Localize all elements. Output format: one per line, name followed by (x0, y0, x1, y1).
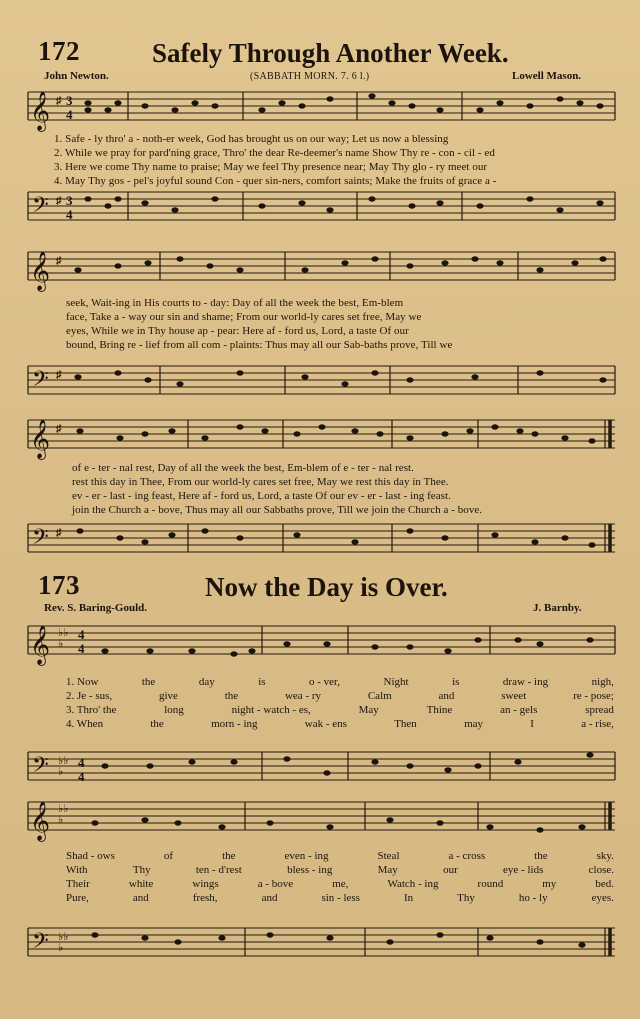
syllable: our (443, 864, 458, 876)
syllable: the (141, 676, 156, 688)
hymn-173-system-2-verse-2 (66, 864, 614, 877)
syllable: bed. (595, 878, 614, 890)
svg-text:♯: ♯ (56, 255, 62, 267)
syllable: an - gels (500, 704, 538, 716)
syllable: the (150, 718, 164, 730)
hymn-173-system-2-treble-staff (0, 792, 640, 848)
syllable: and (438, 690, 455, 702)
svg-text:♭♭: ♭♭ (58, 803, 69, 815)
svg-text:𝄢: 𝄢 (32, 525, 49, 555)
syllable: Pure, (66, 892, 89, 904)
syllable: wings (192, 878, 219, 890)
svg-text:♭♭: ♭♭ (58, 931, 69, 943)
hymn-173-system-2-verse-1 (66, 850, 614, 863)
syllable: Steal (377, 850, 400, 862)
svg-text:♭: ♭ (58, 766, 64, 778)
syllable: sin - less (321, 892, 360, 904)
hymn-172-system-1-treble-staff (0, 86, 640, 138)
syllable: my (542, 878, 557, 890)
syllable: may (464, 718, 484, 730)
svg-text:♯: ♯ (56, 527, 62, 539)
syllable: fresh, (192, 892, 218, 904)
syllable: re - pose; (573, 690, 614, 702)
hymn-172-system-2-verse-4: bound, Bring re - lief from all com - plaints: Thus may all our Sab-baths prove, Till we (66, 339, 453, 351)
syllable: is (258, 676, 266, 688)
syllable: draw - ing (502, 676, 549, 688)
syllable: I (530, 718, 534, 730)
syllable: Thy (132, 864, 151, 876)
svg-text:♯: ♯ (56, 195, 62, 207)
hymn-172-author: John Newton. (44, 70, 109, 82)
syllable: ten - d'rest (195, 864, 242, 876)
svg-text:4: 4 (78, 641, 85, 656)
syllable: Thy (457, 892, 475, 904)
syllable: May (377, 864, 398, 876)
syllable: a - rise, (581, 718, 614, 730)
hymn-173-system-2-bass-staff (0, 914, 640, 974)
hymn-title-173: Now the Day is Over. (205, 572, 448, 602)
syllable: the (224, 690, 239, 702)
hymn-172-system-2-verse-1: seek, Wait-ing in His courts to - day: Day of all the week the best, Em-blem (66, 297, 404, 309)
hymn-173-system-1-bass-staff (0, 742, 640, 794)
syllable: Night (383, 676, 409, 688)
hymn-number-172: 172 (38, 36, 80, 66)
syllable: sweet (501, 690, 527, 702)
syllable: Calm (367, 690, 392, 702)
hymn-173-system-1-verse-4 (66, 718, 614, 731)
hymn-172-system-1-verse-4: 4. May Thy gos - pel's joyful sound Con - quer sin-ners, comfort saints; Make the fruits of grace a - (54, 175, 497, 187)
syllable: a - bove (257, 878, 294, 890)
svg-text:4: 4 (78, 755, 85, 770)
syllable: give (158, 690, 178, 702)
syllable: 4. When (66, 718, 104, 730)
hymn-172-meter: (SABBATH MORN. 7. 6 l.) (250, 71, 370, 82)
syllable: Their (66, 878, 90, 890)
hymn-172-system-3-verse-1: of e - ter - nal rest, Day of all the week the best, Em-blem of e - ter - nal rest. (72, 462, 414, 474)
svg-text:♭: ♭ (58, 638, 64, 650)
syllable: close. (588, 864, 614, 876)
svg-text:𝄞: 𝄞 (30, 625, 51, 665)
svg-text:4: 4 (78, 769, 85, 784)
hymn-172-system-3-verse-4: join the Church a - bove, Thus may all our Sabbaths prove, Till we join the Church a - bove. (72, 504, 483, 516)
svg-text:𝄞: 𝄞 (30, 801, 51, 841)
svg-text:4: 4 (78, 627, 85, 642)
hymn-172-system-1-verse-1: 1. Safe - ly thro' a - noth-er week, God has brought us on our way; Let us now a blessing (54, 133, 449, 145)
svg-text:♯: ♯ (56, 95, 62, 107)
syllable: o - ver, (309, 676, 341, 688)
svg-text:3: 3 (66, 193, 73, 208)
syllable: With (66, 864, 88, 876)
hymn-172-system-2-verse-3: eyes, While we in Thy house ap - pear: Here af - ford us, Lord, a taste Of our (66, 325, 409, 337)
svg-text:𝄞: 𝄞 (30, 251, 51, 291)
svg-text:𝄞: 𝄞 (30, 91, 51, 131)
hymn-172-system-1-verse-3: 3. Here we come Thy name to praise; May we feel Thy presence near; May Thy glo - ry meet our (54, 161, 488, 173)
hymn-173-author: Rev. S. Baring-Gould. (44, 602, 147, 614)
syllable: sky. (596, 850, 614, 862)
syllable: eye - lids (503, 864, 544, 876)
syllable: 3. Thro' the (66, 704, 117, 716)
svg-text:𝄢: 𝄢 (32, 367, 49, 397)
hymn-172-system-2-bass-staff (0, 358, 640, 410)
svg-text:4: 4 (66, 107, 73, 122)
syllable: eyes. (591, 892, 614, 904)
syllable: the (222, 850, 236, 862)
syllable: long (164, 704, 184, 716)
hymn-172-system-2-treble-staff (0, 242, 640, 294)
hymn-172-composer: Lowell Mason. (512, 70, 582, 82)
syllable: wea - ry (284, 690, 322, 702)
hymn-173-system-1-treble-staff (0, 616, 640, 676)
hymn-172-system-1-verse-2: 2. While we pray for pard'ning grace, Thro' the dear Re-deemer's name Show Thy re - con - cil - ed (54, 147, 495, 159)
hymn-172-system-3-bass-staff (0, 516, 640, 568)
hymn-172-system-1-bass-staff (0, 186, 640, 238)
svg-text:𝄞: 𝄞 (30, 419, 51, 459)
svg-text:4: 4 (66, 207, 73, 222)
syllable: white (128, 878, 154, 890)
svg-text:♭♭: ♭♭ (58, 627, 69, 639)
syllable: me, (332, 878, 349, 890)
svg-text:𝄢: 𝄢 (32, 753, 49, 783)
svg-text:3: 3 (66, 93, 73, 108)
svg-text:♭: ♭ (58, 942, 64, 954)
syllable: May (358, 704, 379, 716)
syllable: day (198, 676, 215, 688)
syllable: even - ing (284, 850, 329, 862)
syllable: ho - ly (518, 892, 548, 904)
hymn-173-system-1-verse-3 (66, 704, 614, 717)
syllable: 2. Je - sus, (66, 690, 113, 702)
syllable: morn - ing (211, 718, 258, 730)
hymn-number-173: 173 (38, 570, 80, 600)
svg-text:♯: ♯ (56, 369, 62, 381)
hymn-173-composer: J. Barnby. (533, 602, 582, 614)
hymn-173-system-1-verse-2 (66, 690, 614, 703)
hymn-173-system-2-verse-4 (66, 892, 614, 905)
syllable: wak - ens (304, 718, 347, 730)
syllable: 1. Now (66, 676, 99, 688)
syllable: and (132, 892, 149, 904)
syllable: nigh, (591, 676, 614, 688)
hymn-172-system-3-verse-2: rest this day in Thee, From our world-ly cares set free, May we rest this day in Thee. (72, 476, 449, 488)
hymn-172-system-3-treble-staff (0, 406, 640, 458)
hymn-173-system-2-verse-3 (66, 878, 614, 891)
syllable: In (403, 892, 414, 904)
syllable: night - watch - es, (231, 704, 311, 716)
hymn-173-system-1-verse-1 (66, 676, 614, 689)
syllable: Watch - ing (387, 878, 439, 890)
syllable: the (534, 850, 548, 862)
syllable: and (261, 892, 278, 904)
syllable: Thine (426, 704, 453, 716)
svg-text:♭♭: ♭♭ (58, 755, 69, 767)
svg-text:𝄢: 𝄢 (32, 929, 49, 959)
syllable: Shad - ows (66, 850, 115, 862)
syllable: is (452, 676, 460, 688)
syllable: of (163, 850, 174, 862)
syllable: Then (394, 718, 417, 730)
syllable: round (477, 878, 504, 890)
syllable: spread (585, 704, 614, 716)
hymn-title-172: Safely Through Another Week. (152, 38, 509, 68)
syllable: a - cross (448, 850, 486, 862)
hymn-172-system-3-verse-3: ev - er - last - ing feast, Here af - ford us, Lord, a taste Of our ev - er - last - ing feast. (72, 490, 451, 502)
hymn-172-system-2-verse-2: face, Take a - way our sin and shame; From our world-ly cares set free, May we (66, 311, 422, 323)
svg-text:𝄢: 𝄢 (32, 193, 49, 223)
svg-text:♯: ♯ (56, 423, 62, 435)
syllable: bless - ing (287, 864, 333, 876)
svg-text:♭: ♭ (58, 814, 64, 826)
